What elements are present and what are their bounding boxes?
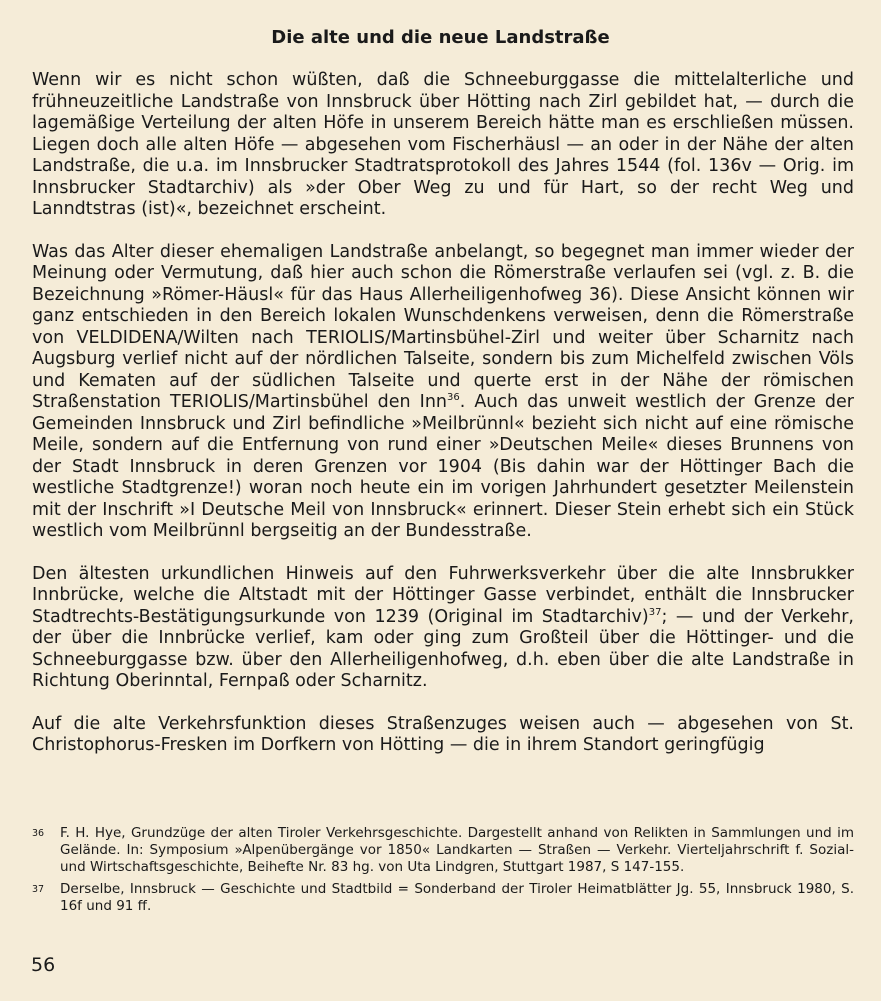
footnote-text: Derselbe, Innsbruck — Geschichte und Stadtbild = Sonderband der Tiroler Heimatblätter Jg. 55, Innsbruck 1980, S. 16f und 91 ff. — [60, 881, 854, 914]
page-title: Die alte und die neue Landstraße — [271, 27, 610, 48]
paragraph-text: ; — und der Verkehr, der über die Innbrücke verlief, kam oder ging zum Großteil über die Höttinger- und die Schneeburggasse bzw. über den Allerheiligenhofweg, d.h. eben über die alte Landstraße in Richtung Oberinntal, Fernpaß oder Scharnitz. — [32, 606, 854, 691]
paragraph-text: Wenn wir es nicht schon wüßten, daß die Schneeburggasse die mittelalterliche und frühneuzeitliche Landstraße von Innsbruck über Hötting nach Zirl gebildet hat, — durch die lagemäßige Verteilung der alten Höfe in unserem Bereich hätte man es erschließen müssen. Liegen doch alle alten Höfe — abgesehen vom Fischerhäusl — an oder in der Nähe der alten Landstraße, die u.a. im Innsbrucker Stadtratsprotokoll des Jahres 1544 (fol. 136v — Orig. im Innsbrucker Stadtarchiv) als »der Ober Weg zu und für Hart, so der recht Weg und Lanndtstras (ist)«, bezeichnet erscheint. — [32, 70, 854, 219]
main-text — [32, 70, 854, 757]
paragraph-text: Was das Alter dieser ehemaligen Landstraße anbelangt, so begegnet man immer wieder der Meinung oder Vermutung, daß hier auch schon die Römerstraße verlaufen sei (vgl. z. B. die Bezeichnung »Römer-Häusl« für das Haus Allerheiligenhofweg 36). Diese Ansicht können wir ganz entschieden in den Bereich lokalen Wunschdenkens verweisen, denn die Römerstraße von VELDIDENA/Wilten nach TERIOLIS/Martinsbühel-Zirl und weiter über Scharnitz nach Augsburg verlief nicht auf der nördlichen Talseite, sondern bis zum Michelfeld zwischen Völs und Kematen auf der südlichen Talseite und querte erst in der Nähe der römischen Straßenstation TERIOLIS/Martinsbühel den Inn — [32, 241, 854, 412]
paragraph-2 — [32, 242, 854, 543]
paragraph-text: . Auch das unweit westlich der Grenze der Gemeinden Innsbruck und Zirl befindliche »Meilbrünnl« bezieht sich nicht auf eine römische Meile, sondern auf die Entfernung von rund einer »Deutschen Meile« dieses Brunnens von der Stadt Innsbruck in deren Grenzen vor 1904 (Bis dahin war der Höttinger Bach die westliche Stadtgrenze!) woran noch heute ein im vorigen Jahrhundert gesetzter Meilenstein mit der Inschrift »I Deutsche Meil von Innsbruck« erinnert. Dieser Stein erhebt sich ein Stück westlich vom Meilbrünnl bergseitig an der Bundesstraße. — [32, 392, 855, 541]
paragraph-3 — [32, 564, 854, 693]
footnote-number: 37 — [32, 884, 45, 895]
footnote-number: 36 — [32, 828, 45, 839]
footnote-text: F. H. Hye, Grundzüge der alten Tiroler Verkehrsgeschichte. Dargestellt anhand von Relikten in Sammlungen und im Gelände. In: Symposium »Alpenübergänge vor 1850« Landkarten — Straßen — Verkehr. Vierteljahrschrift f. Sozial- und Wirtschaftsgeschichte, Beihefte Nr. 83 hg. von Uta Lindgren, Stuttgart 1987, S 147-155. — [60, 825, 854, 875]
footnote-reference: 36 — [447, 392, 460, 403]
footnotes — [32, 825, 854, 920]
paragraph-4 — [32, 714, 854, 757]
paragraph-1 — [32, 70, 854, 221]
page-number: 56 — [31, 954, 56, 976]
footnote — [32, 881, 854, 915]
paragraph-text: Den ältesten urkundlichen Hinweis auf den Fuhrwerksverkehr über die alte Innsbrukker Innbrücke, welche die Altstadt mit der Höttinger Gasse verbindet, enthält die Innsbrucker Stadtrechts-Bestätigungsurkunde von 1239 (Original im Stadtarchiv) — [32, 563, 854, 627]
footnote — [32, 825, 854, 876]
paragraph-text: Auf die alte Verkehrsfunktion dieses Straßenzuges weisen auch — abgesehen von St. Christophorus-Fresken im Dorfkern von Hötting — die in ihrem Standort geringfügig — [32, 713, 854, 755]
footnote-reference: 37 — [648, 606, 662, 618]
